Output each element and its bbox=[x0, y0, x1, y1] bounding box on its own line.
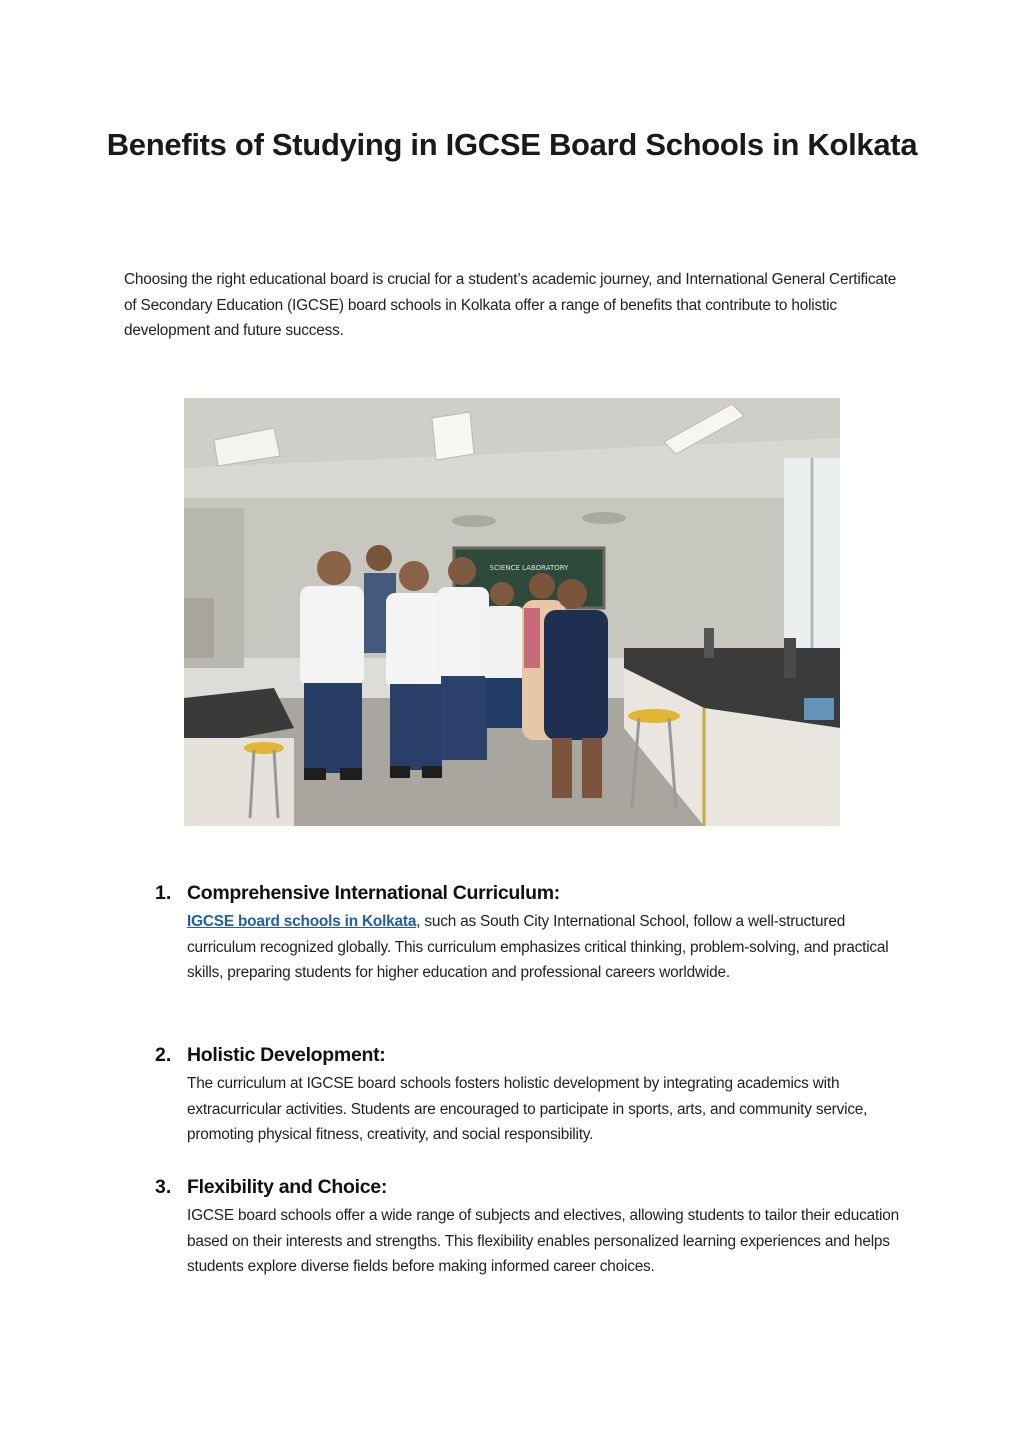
ceiling-fan-icon bbox=[582, 512, 626, 524]
intro-paragraph: Choosing the right educational board is crucial for a student’s academic journey, and International General Certificate of Secondary Education (IGCSE) board schools in Kolkata offer a range of benefits that contribute to holistic development and future success. bbox=[124, 271, 897, 339]
benefit-heading: Holistic Development: bbox=[187, 1044, 386, 1066]
benefit-body bbox=[187, 909, 899, 986]
page-title: Benefits of Studying in IGCSE Board Schools in Kolkata bbox=[106, 127, 918, 162]
classroom-illustration bbox=[184, 398, 840, 826]
benefit-number: 1. bbox=[155, 882, 172, 904]
board-label: SCIENCE LABORATORY bbox=[489, 564, 569, 572]
igcse-schools-link[interactable]: IGCSE board schools in Kolkata bbox=[187, 913, 417, 930]
ceiling-light-icon bbox=[432, 412, 474, 460]
lab-shelf bbox=[184, 598, 214, 658]
benefit-body: The curriculum at IGCSE board schools fosters holistic development by integrating academics with extracurricular activities. Students are encouraged to participate in sports, arts, and community service, promoting physical fitness, creativity, and social responsibility. bbox=[187, 1075, 868, 1144]
benefit-body-text: , such as South City International School, follow a well-structured curriculum recognized globally. This curriculum emphasizes critical thinking, problem-solving, and practical skills, preparing students for higher education and professional careers worldwide. bbox=[187, 913, 889, 982]
benefit-heading: Comprehensive International Curriculum: bbox=[187, 882, 560, 904]
benefit-number: 2. bbox=[155, 1044, 172, 1066]
benefit-number: 3. bbox=[155, 1176, 172, 1198]
benefit-heading: Flexibility and Choice: bbox=[187, 1176, 388, 1198]
beaker-icon bbox=[804, 698, 834, 720]
microscope-icon bbox=[704, 628, 714, 658]
ceiling-fan-icon bbox=[452, 515, 496, 527]
microscope-icon bbox=[784, 638, 796, 678]
benefit-body: IGCSE board schools offer a wide range of subjects and electives, allowing students to tailor their education based on their interests and strengths. This flexibility enables personalized learning experiences and helps students explore diverse fields before making informed career choices. bbox=[187, 1207, 899, 1276]
classroom-photo bbox=[184, 398, 840, 826]
